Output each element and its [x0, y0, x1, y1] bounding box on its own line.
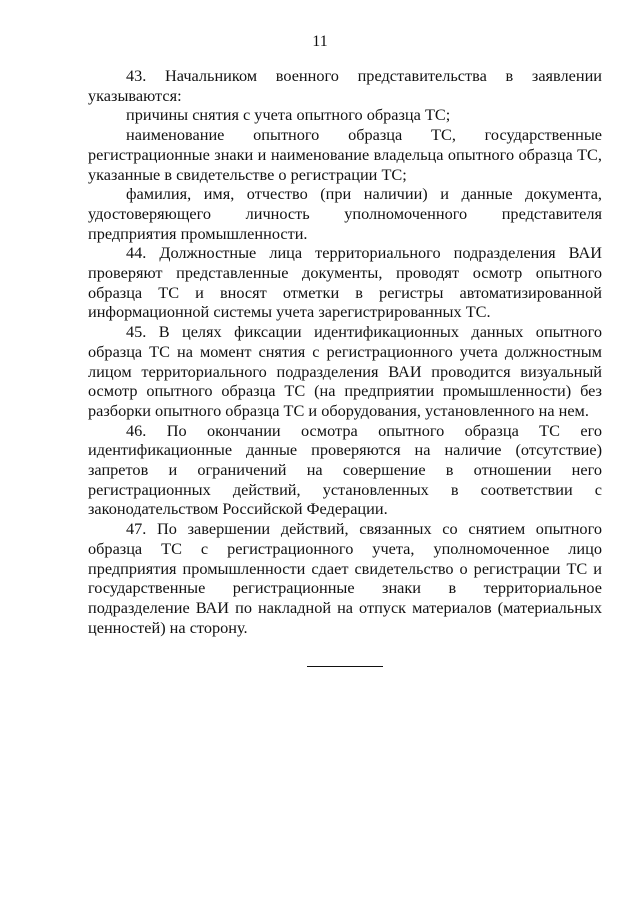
paragraph-44: 44. Должностные лица территориального подразделения ВАИ проверяют представленные документы, проводят осмотр опытного образца ТС и вносят отметки в регистры автоматизированной информационной системы учета зарегистрированных ТС. — [88, 243, 602, 322]
paragraph-46: 46. По окончании осмотра опытного образца ТС его идентификационные данные проверяются на наличие (отсутствие) запретов и ограничений на совершение в отношении него регистрационных действий, установленных в соответствии с законодательством Российской Федерации. — [88, 420, 602, 519]
paragraph-43-item-reasons: причины снятия с учета опытного образца ТС; — [126, 105, 451, 125]
paragraph-47: 47. По завершении действий, связанных со снятием опытного образца ТС с регистрационного учета, уполномоченное лицо предприятия промышленности сдает свидетельство о регистрации ТС и государственные регистрационные знаки в территориальное подразделение ВАИ по накладной на отпуск материалов (материальных ценностей) на сторону. — [88, 519, 602, 637]
document-body — [88, 66, 602, 637]
paragraph-43: 43. Начальником военного представительства в заявлении указываются: — [88, 66, 602, 105]
end-of-text-rule — [307, 666, 383, 667]
paragraph-43-item-representative: фамилия, имя, отчество (при наличии) и данные документа, удостоверяющего личность уполномоченного представителя предприятия промышленности. — [88, 184, 602, 243]
paragraph-43-item-vehicle: наименование опытного образца ТС, государственные регистрационные знаки и наименование владельца опытного образца ТС, указанные в свидетельстве о регистрации ТС; — [88, 125, 602, 184]
paragraph-45: 45. В целях фиксации идентификационных данных опытного образца ТС на момент снятия с регистрационного учета должностным лицом территориального подразделения ВАИ проводится визуальный осмотр опытного образца ТС (на предприятии промышленности) без разборки опытного образца ТС и оборудования, установленного на нем. — [88, 322, 602, 420]
page-number: 11 — [312, 33, 328, 50]
